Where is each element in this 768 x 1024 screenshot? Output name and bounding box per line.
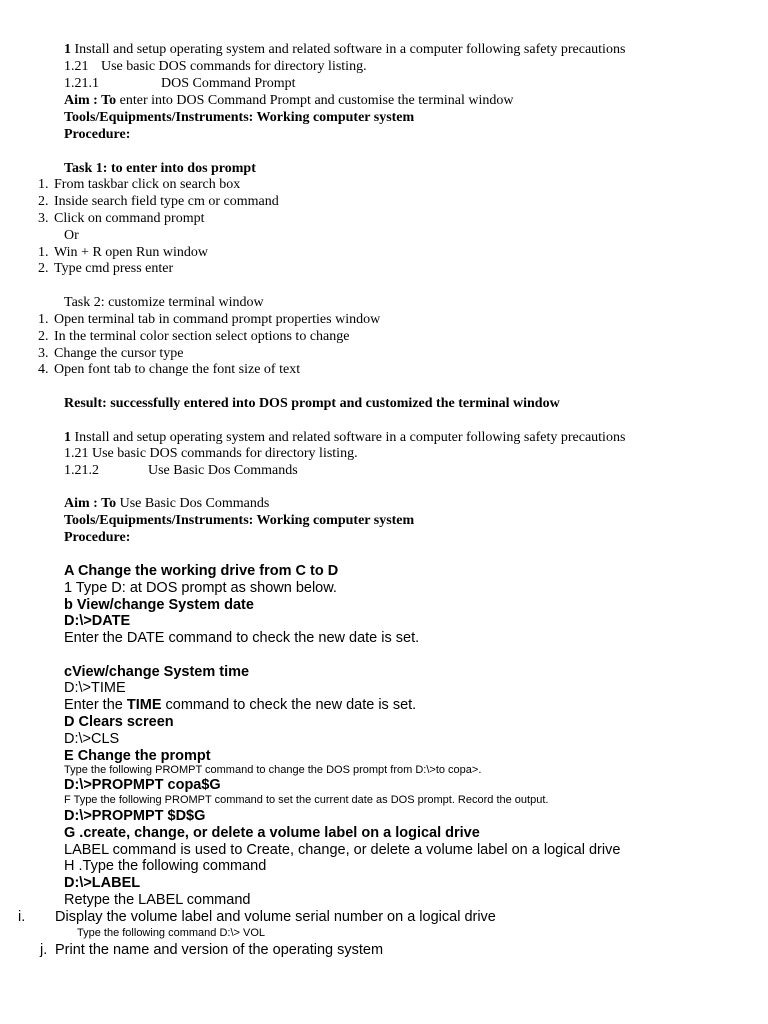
cmd-j-text: Print the name and version of the operating system — [55, 942, 384, 958]
cmd-h-desc: H .Type the following command — [64, 858, 267, 874]
cmd-d-title: D Clears screen — [64, 714, 174, 730]
section1-subsub-text: DOS Command Prompt — [161, 76, 296, 91]
section2-procedure: Procedure: — [64, 530, 131, 545]
cmd-h-command: D:\>LABEL — [64, 875, 141, 891]
task1-title: Task 1: to enter into dos prompt — [64, 161, 256, 176]
section2-tools: Tools/Equipments/Instruments: Working computer system — [64, 513, 415, 528]
section2-subsub-num: 1.21.2 — [64, 463, 99, 478]
section2-header-text: Install and setup operating system and related software in a computer following safety precautions — [71, 430, 626, 445]
list-item: 2. In the terminal color section select options to change — [38, 329, 350, 344]
cmd-e-title: E Change the prompt — [64, 748, 211, 764]
list-item: 1. From taskbar click on search box — [38, 177, 241, 192]
section1-subsub-num: 1.21.1 — [64, 76, 99, 91]
list-item: 1. Win + R open Run window — [38, 245, 208, 260]
section1-header-num: 1 — [64, 42, 71, 57]
cmd-b-desc: Enter the DATE command to check the new date is set. — [64, 630, 420, 646]
section1-procedure: Procedure: — [64, 127, 131, 142]
cmd-a-step: 1 Type D: at DOS prompt as shown below. — [64, 580, 337, 596]
list-item: 2. Type cmd press enter — [38, 261, 174, 276]
list-item: 4. Open font tab to change the font size of text — [38, 362, 301, 377]
section1-subheading — [64, 59, 367, 76]
cmd-c-title: cView/change System time — [64, 664, 250, 680]
cmd-a-title: A Change the working drive from C to D — [64, 563, 339, 579]
cmd-f-command: D:\>PROPMPT $D$G — [64, 808, 206, 824]
section1-sub-num: 1.21 — [64, 59, 89, 74]
cmd-e-desc: Type the following PROMPT command to change the DOS prompt from D:\>to copa>. — [64, 764, 482, 776]
cmd-h-retype: Retype the LABEL command — [64, 892, 251, 908]
section1-header-text: Install and setup operating system and related software in a computer following safety precautions — [71, 42, 626, 57]
cmd-i-num: i. — [18, 909, 26, 925]
section2-header — [64, 430, 625, 447]
cmd-j-num: j. — [40, 942, 48, 958]
cmd-i-text: Display the volume label and volume serial number on a logical drive — [55, 909, 496, 925]
section1-sub-text: Use basic DOS commands for directory listing. — [101, 59, 367, 74]
cmd-g-title: G .create, change, or delete a volume label on a logical drive — [64, 825, 480, 841]
section1-aim-text: enter into DOS Command Prompt and customise the terminal window — [116, 93, 514, 108]
section2-aim — [64, 496, 269, 513]
section2-subsub-text: Use Basic Dos Commands — [148, 463, 298, 478]
list-item: 2. Inside search field type cm or command — [38, 194, 279, 209]
list-item: 3. Click on command prompt — [38, 211, 205, 226]
task2-title: Task 2: customize terminal window — [64, 295, 264, 310]
list-item: 1. Open terminal tab in command prompt properties window — [38, 312, 381, 327]
section1-header — [64, 42, 625, 59]
section1-aim — [64, 93, 514, 110]
list-item: 3. Change the cursor type — [38, 346, 184, 361]
cmd-i-desc: Type the following command D:\> VOL — [77, 927, 266, 939]
cmd-d-command: D:\>CLS — [64, 731, 120, 747]
section1-tools: Tools/Equipments/Instruments: Working computer system — [64, 110, 415, 125]
cmd-b-command: D:\>DATE — [64, 613, 131, 629]
cmd-c-desc: Enter the TIME command to check the new date is set. — [64, 697, 417, 713]
section2-aim-text: Use Basic Dos Commands — [116, 496, 270, 511]
result-line: Result: successfully entered into DOS prompt and customized the terminal window — [64, 396, 560, 411]
section2-subheading: 1.21 Use basic DOS commands for directory listing. — [64, 446, 358, 461]
or-label: Or — [64, 228, 79, 243]
cmd-c-command: D:\>TIME — [64, 680, 126, 696]
section2-header-num: 1 — [64, 430, 71, 445]
cmd-f-desc: F Type the following PROMPT command to set the current date as DOS prompt. Record the output. — [64, 794, 549, 806]
cmd-b-title: b View/change System date — [64, 597, 254, 613]
cmd-g-desc: LABEL command is used to Create, change, or delete a volume label on a logical drive — [64, 842, 621, 858]
section1-aim-label: Aim : To — [64, 93, 117, 108]
section1-subsubheading — [64, 76, 296, 93]
section2-subsubheading — [64, 463, 298, 480]
cmd-e-command: D:\>PROPMPT copa$G — [64, 777, 221, 793]
section2-aim-label: Aim : To — [64, 496, 117, 511]
